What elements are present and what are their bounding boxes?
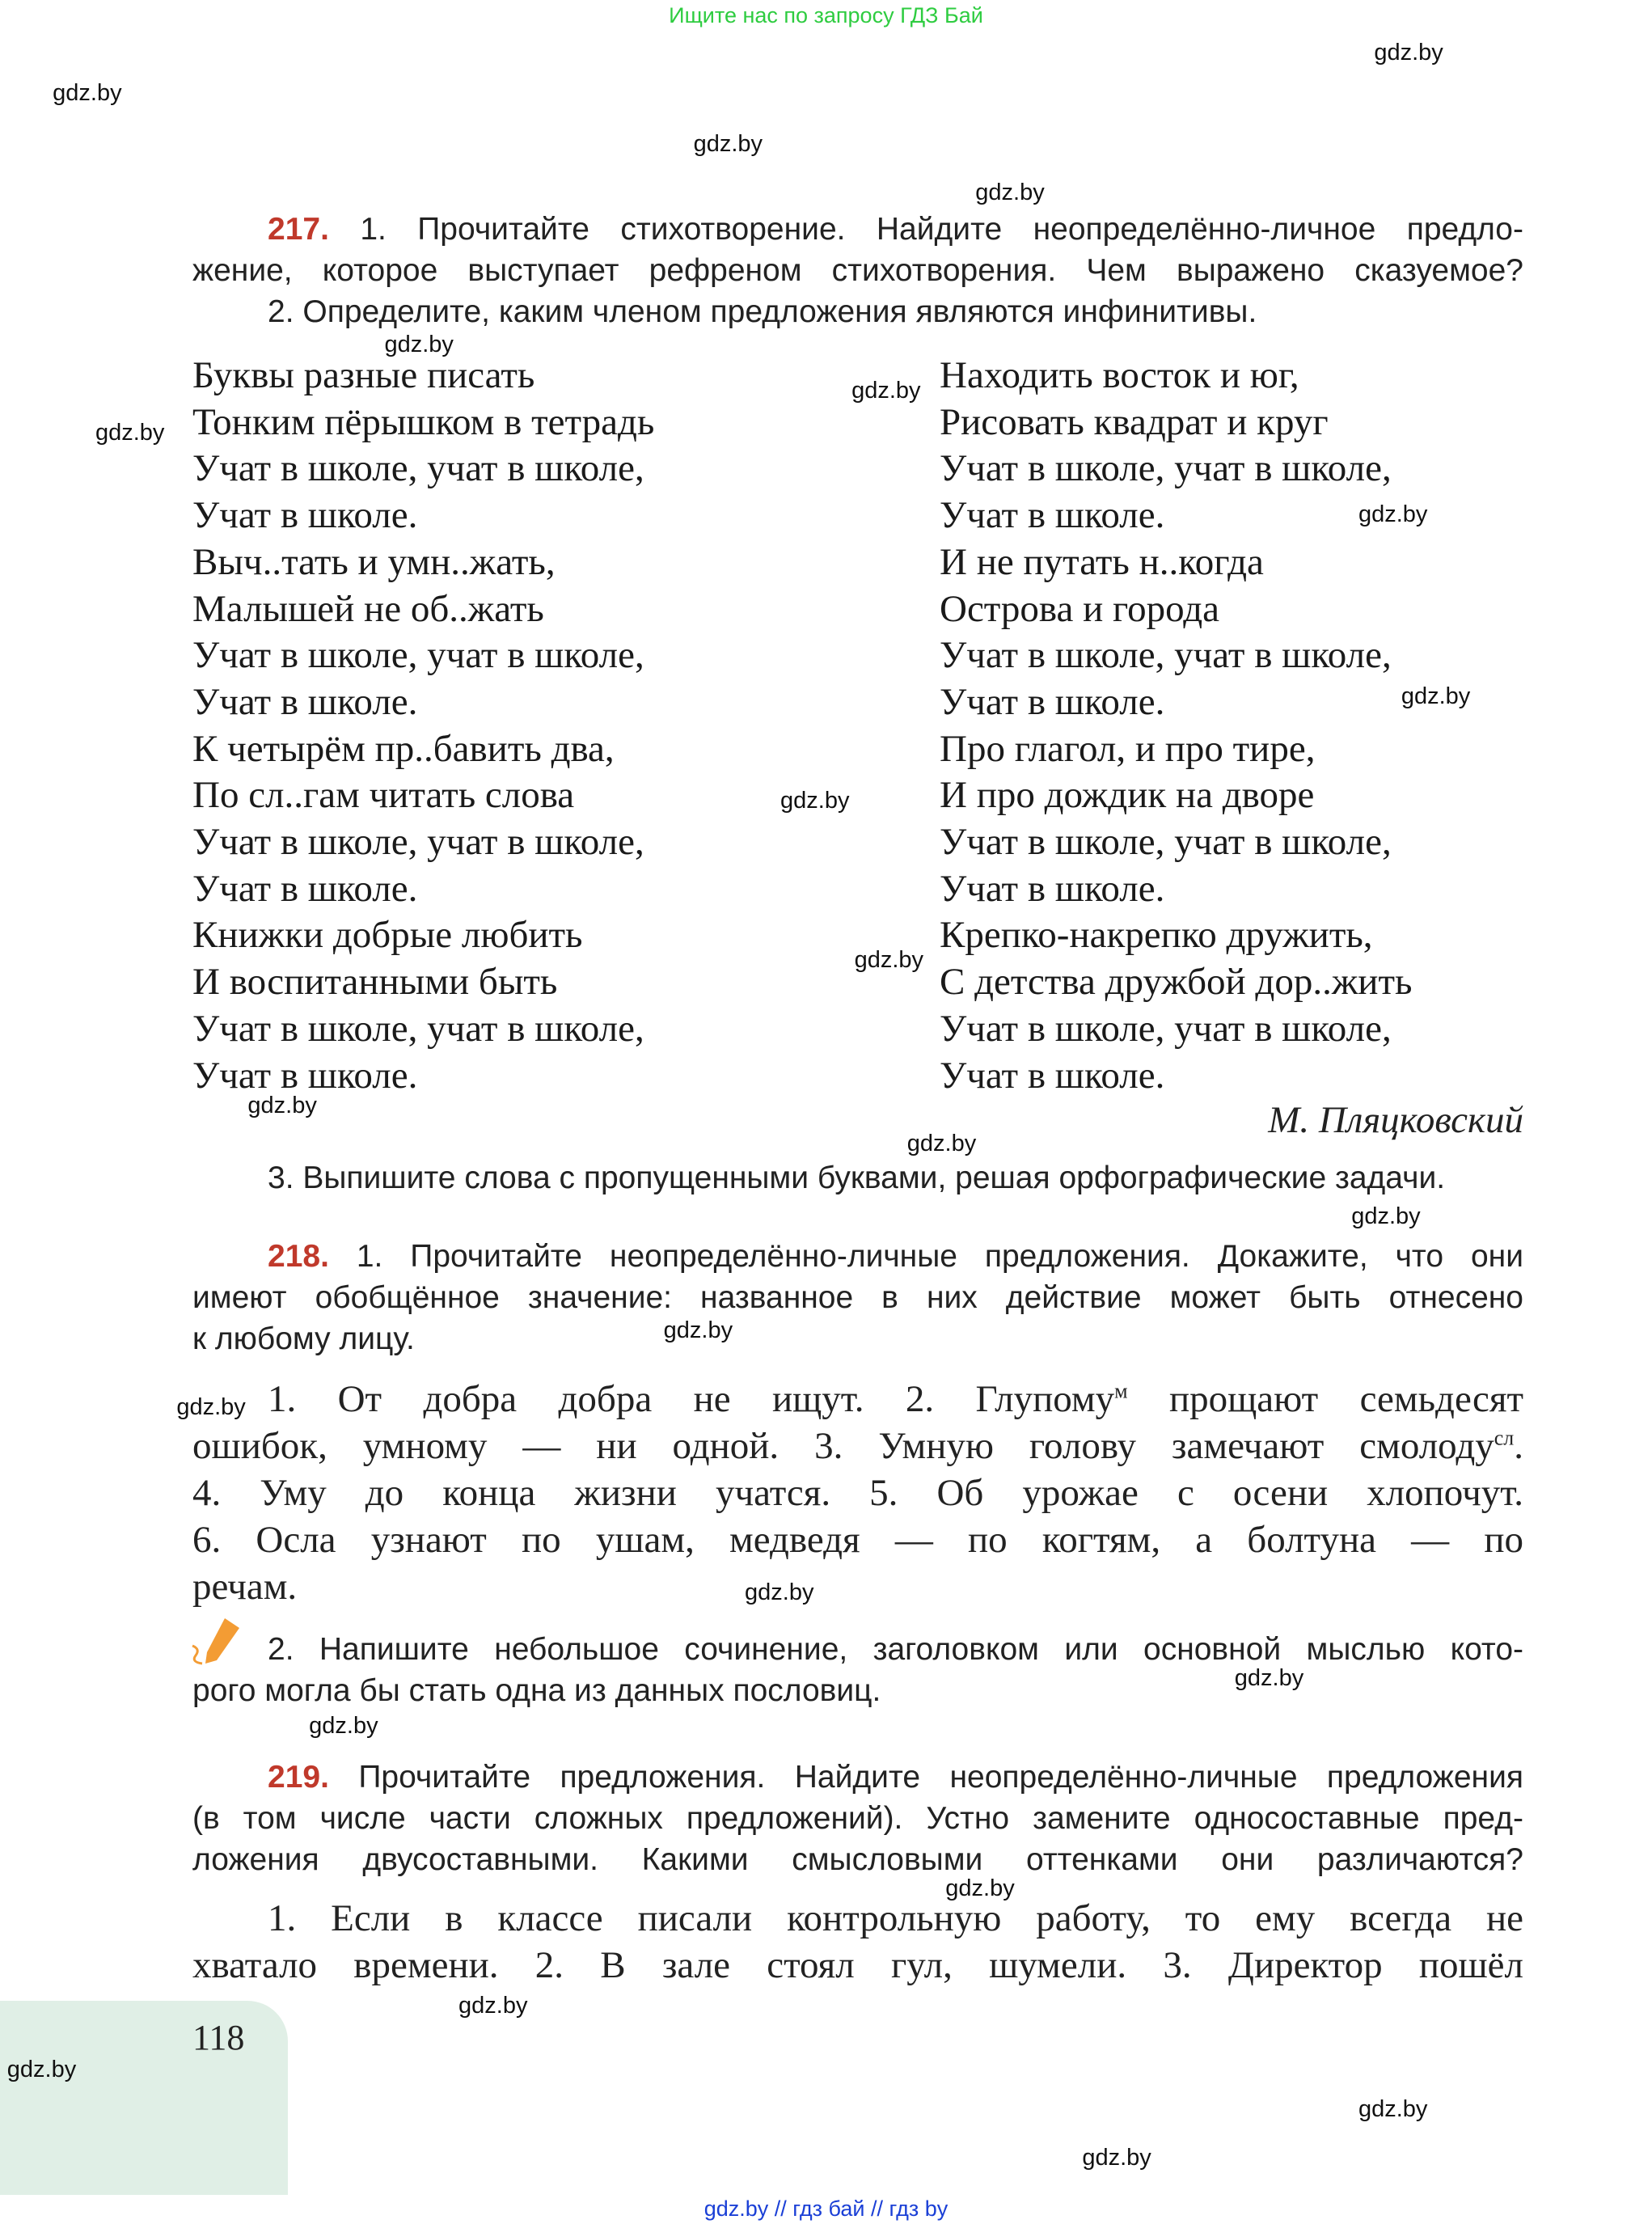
ex218-task2-line-1: 2. Напишите небольшое сочинение, заголовком или основной мыслью кото- [268, 1632, 1523, 1667]
watermark: gdz.by [1234, 1664, 1304, 1691]
ex219-sentence-line-1: 1. Если в классе писали контрольную работу, то ему всегда не [268, 1897, 1523, 1939]
poem-line: Учат в школе. [192, 1054, 418, 1097]
watermark: gdz.by [945, 1875, 1015, 1902]
dictionary-mark: сл [1494, 1426, 1515, 1450]
watermark: gdz.by [1358, 2096, 1428, 2123]
poem-line: Учат в школе, учат в школе, [940, 821, 1392, 863]
poem-line: Книжки добрые любить [192, 914, 583, 957]
ex217-line-2: жение, которое выступает рефреном стихотворения. Чем выражено сказуемое? [192, 253, 1523, 288]
ex219-line-2: (в том числе части сложных предложений). Устно замените односоставные пред- [192, 1801, 1523, 1836]
watermark: gdz.by [247, 1092, 317, 1118]
exercise-number: 219. [268, 1760, 329, 1795]
watermark: gdz.by [6, 2056, 77, 2082]
proverb-text: . [1514, 1425, 1523, 1467]
poem-line: Про глагол, и про тире, [940, 727, 1316, 770]
proverb-text: 1. От добра добра не ищут. 2. Глупому [268, 1378, 1115, 1420]
poem-line: Острова и города [940, 587, 1220, 630]
watermark: gdz.by [1358, 501, 1428, 527]
watermark: gdz.by [906, 1131, 977, 1157]
proverb-text: ошибок, умному — ни одной. 3. Умную голову замечают смолоду [192, 1425, 1494, 1467]
poem-line: И про дождик на дворе [940, 774, 1315, 817]
ex218-task2-line-2: рого могла бы стать одна из данных пословиц. [192, 1673, 881, 1708]
watermark: gdz.by [1082, 2145, 1151, 2171]
poem-line: Буквы разные писать [192, 354, 535, 396]
proverb-line [192, 1377, 1523, 1421]
watermark: gdz.by [458, 1992, 528, 2019]
ex219-text: Прочитайте предложения. Найдите неопределённо-личные предложения [358, 1760, 1523, 1795]
ex218-text: 1. Прочитайте неопределённо-личные предложения. Докажите, что они [356, 1239, 1523, 1274]
poem-line: Учат в школе, учат в школе, [192, 821, 644, 863]
ex217-task2: 2. Определите, каким членом предложения являются инфинитивы. [268, 294, 1257, 329]
poem-line: По сл..гам читать слова [192, 774, 575, 817]
poem-line: Учат в школе. [192, 494, 418, 537]
poem-line: Учат в школе, учат в школе, [940, 1007, 1392, 1050]
watermark: gdz.by [975, 179, 1045, 205]
exercise-number: 217. [268, 212, 329, 247]
poem-line: Учат в школе. [940, 1054, 1165, 1097]
poem-line: Учат в школе, учат в школе, [940, 447, 1392, 490]
page-number: 118 [192, 2018, 245, 2057]
proverb-line [192, 1424, 1523, 1468]
dictionary-mark: м [1114, 1379, 1128, 1403]
watermark: gdz.by [854, 947, 924, 974]
exercise-number: 218. [268, 1239, 329, 1274]
watermark: gdz.by [176, 1394, 246, 1421]
footer-links[interactable]: gdz.by // гдз бай // гдз by [703, 2197, 949, 2221]
poem-line: Рисовать квадрат и круг [940, 400, 1329, 443]
poem-line: Выч..тать и умн..жать, [192, 540, 556, 583]
ex219-sentence-line-2: хватало времени. 2. В зале стоял гул, шумели. 3. Директор пошёл [192, 1944, 1523, 1986]
poem-line: Учат в школе. [940, 867, 1165, 910]
ex217-text: 1. Прочитайте стихотворение. Найдите неопределённо-личное предло- [360, 212, 1523, 247]
watermark: gdz.by [663, 1317, 733, 1343]
ex219-line-3: ложения двусоставными. Какими смысловыми оттенками они различаются? [192, 1842, 1523, 1877]
poem-line: Крепко-накрепко дружить, [940, 914, 1373, 957]
poem-line: К четырём пр..бавить два, [192, 727, 615, 770]
poem-line: Учат в школе, учат в школе, [192, 1007, 644, 1050]
pencil-icon [189, 1613, 247, 1676]
ex217-line-1 [192, 212, 1523, 247]
watermark: gdz.by [851, 377, 921, 404]
watermark: gdz.by [1374, 40, 1443, 66]
proverb-line [192, 1565, 1523, 1609]
proverb-text: речам. [192, 1566, 298, 1608]
poem-line: Учат в школе. [940, 494, 1165, 537]
poem-line: Находить восток и юг, [940, 354, 1299, 396]
poem-line: Учат в школе. [940, 680, 1165, 723]
search-hint-banner: Ищите нас по запросу ГДЗ Бай [669, 3, 983, 27]
poem-line: И не путать н..когда [940, 540, 1264, 583]
watermark: gdz.by [309, 1713, 378, 1740]
poem-line: Учат в школе, учат в школе, [940, 634, 1392, 677]
ex218-line-3: к любому лицу. [192, 1321, 415, 1356]
ex219-line-1 [192, 1760, 1523, 1795]
poem-line: Учат в школе, учат в школе, [192, 634, 644, 677]
proverb-line [192, 1518, 1523, 1562]
watermark: gdz.by [384, 332, 454, 358]
ex218-line-2: имеют обобщённое значение: названное в них действие может быть отнесено [192, 1280, 1523, 1315]
watermark: gdz.by [95, 420, 165, 446]
watermark: gdz.by [1351, 1203, 1421, 1230]
poem-line: Учат в школе. [192, 680, 418, 723]
poem-line: Учат в школе. [192, 867, 418, 910]
watermark: gdz.by [780, 787, 850, 814]
poem-line: Учат в школе, учат в школе, [192, 447, 644, 490]
watermark: gdz.by [1401, 683, 1471, 710]
ex217-task3: 3. Выпишите слова с пропущенными буквами, решая орфографические задачи. [268, 1161, 1446, 1195]
watermark: gdz.by [693, 131, 763, 157]
watermark: gdz.by [745, 1579, 814, 1605]
poem-line: Тонким пёрышком в тетрадь [192, 400, 655, 443]
poem-line: И воспитанными быть [192, 961, 558, 1004]
poem-author: М. Пляцковский [1268, 1099, 1523, 1141]
proverb-text: 6. Осла узнают по ушам, медведя — по когтям, а болтуна — по [192, 1519, 1523, 1561]
proverb-text: прощают семьдесят [1127, 1378, 1524, 1420]
proverb-text: 4. Уму до конца жизни учатся. 5. Об урожае с осени хлопочут. [192, 1472, 1523, 1514]
page-number-box [0, 2001, 288, 2195]
poem-line: С детства дружбой дор..жить [940, 961, 1413, 1004]
poem-line: Малышей не об..жать [192, 587, 544, 630]
watermark: gdz.by [53, 79, 122, 106]
proverb-line [192, 1471, 1523, 1515]
ex218-line-1 [192, 1239, 1523, 1275]
